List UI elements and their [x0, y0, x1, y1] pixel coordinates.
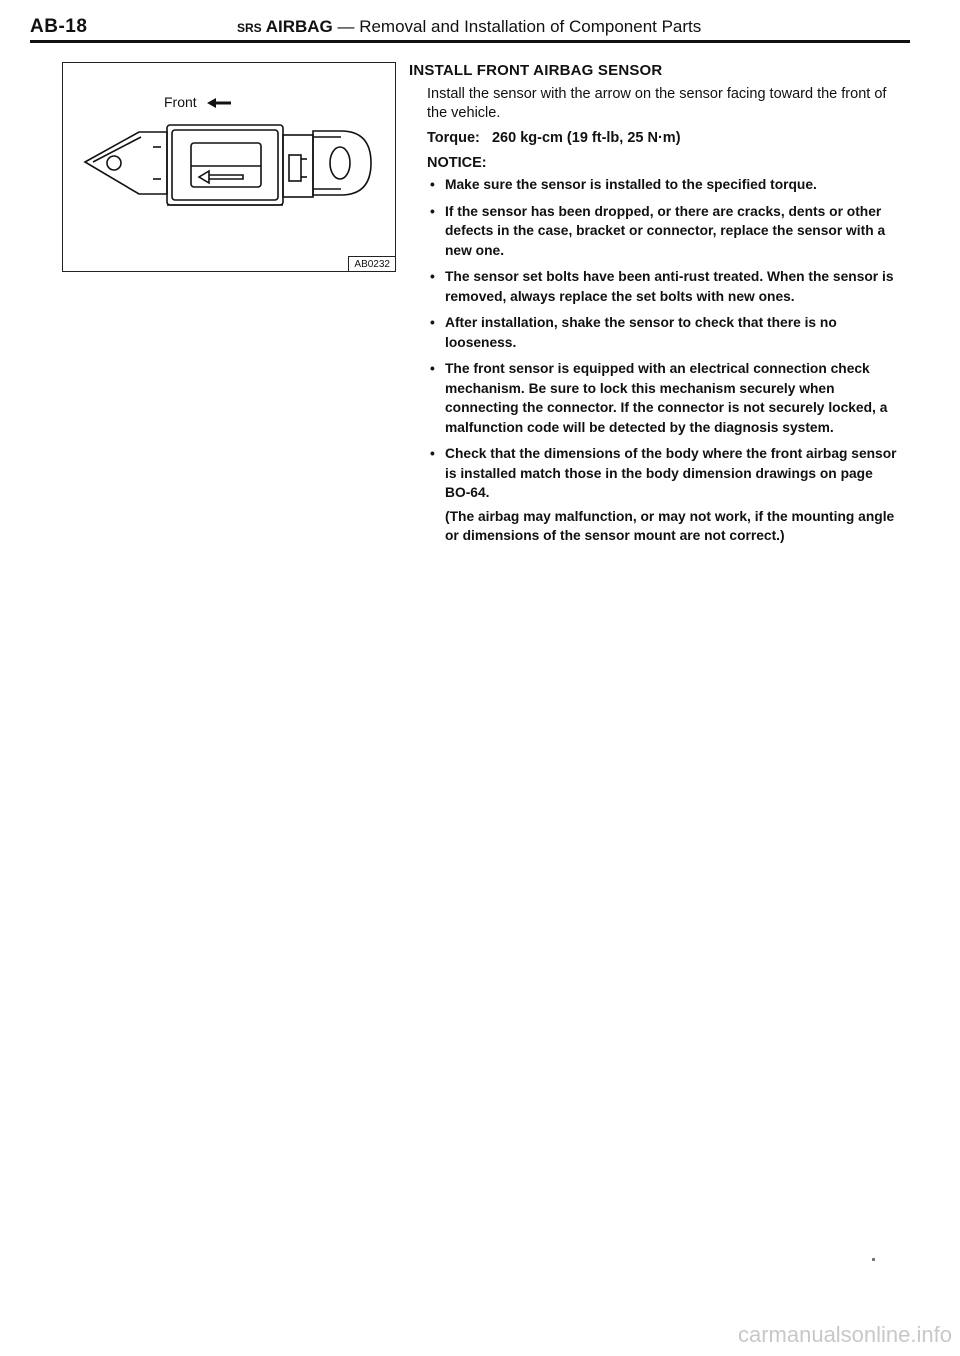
torque-spec: Torque: 260 kg-cm (19 ft-lb, 25 N·m) [427, 130, 681, 146]
figure-code: AB0232 [348, 256, 395, 271]
notice-item [427, 313, 899, 352]
instruction-section [409, 62, 899, 546]
notice-text: The front sensor is equipped with an electrical connection check mechanism. Be sure to lock this mechanism securely when connecting the connector. If the connector is not securely locked, a malfunction code will be detected by the diagnosis system. [445, 361, 888, 435]
page-header [30, 16, 910, 42]
header-subtitle: — Removal and Installation of Component Parts [332, 17, 702, 36]
sensor-connector-icon [283, 131, 371, 197]
airbag-label: AIRBAG [265, 17, 333, 36]
notice-text: If the sensor has been dropped, or there are cracks, dents or other defects in the case, bracket or connector, replace the sensor with a new one. [445, 203, 886, 258]
bullet-icon: • [430, 446, 435, 461]
section-header-title [237, 17, 701, 37]
section-title: INSTALL FRONT AIRBAG SENSOR [409, 62, 663, 79]
notice-item [427, 202, 899, 261]
notice-text: The sensor set bolts have been anti-rust treated. When the sensor is removed, always replace the set bolts with new ones. [445, 269, 894, 304]
notice-text: After installation, shake the sensor to check that there is no looseness. [445, 315, 837, 350]
bullet-icon: • [430, 177, 435, 192]
watermark: carmanualsonline.info [737, 1322, 952, 1347]
closing-note: (The airbag may malfunction, or may not work, if the mounting angle or dimensions of the sensor mount are not correct.) [445, 508, 895, 543]
notice-text: Make sure the sensor is installed to the specified torque. [445, 177, 817, 192]
page-number: AB-18 [30, 16, 88, 37]
intro-paragraph: Install the sensor with the arrow on the sensor facing toward the front of the vehicle. [427, 86, 887, 121]
front-label: Front [164, 94, 197, 110]
front-arrow-icon [207, 98, 231, 108]
scan-mark [872, 1258, 875, 1261]
sensor-illustration [62, 62, 396, 272]
sensor-bracket-icon [85, 132, 167, 194]
sensor-body-icon [167, 125, 283, 205]
notice-item [427, 267, 899, 306]
notice-label: NOTICE: [427, 155, 487, 171]
header-rule [30, 40, 910, 43]
bullet-icon: • [430, 269, 435, 284]
notice-item [427, 444, 899, 503]
instruction-body [427, 85, 899, 546]
notice-item [427, 175, 899, 195]
bullet-icon: • [430, 203, 435, 219]
notice-text: Check that the dimensions of the body where the front airbag sensor is installed match those in the body dimension drawings on page BO-64. [445, 446, 897, 500]
notice-list [427, 175, 899, 503]
sensor-drawing [63, 63, 395, 271]
bullet-icon: • [430, 315, 435, 330]
bullet-icon: • [430, 361, 435, 376]
srs-label: SRS [237, 21, 262, 35]
notice-item [427, 359, 899, 437]
